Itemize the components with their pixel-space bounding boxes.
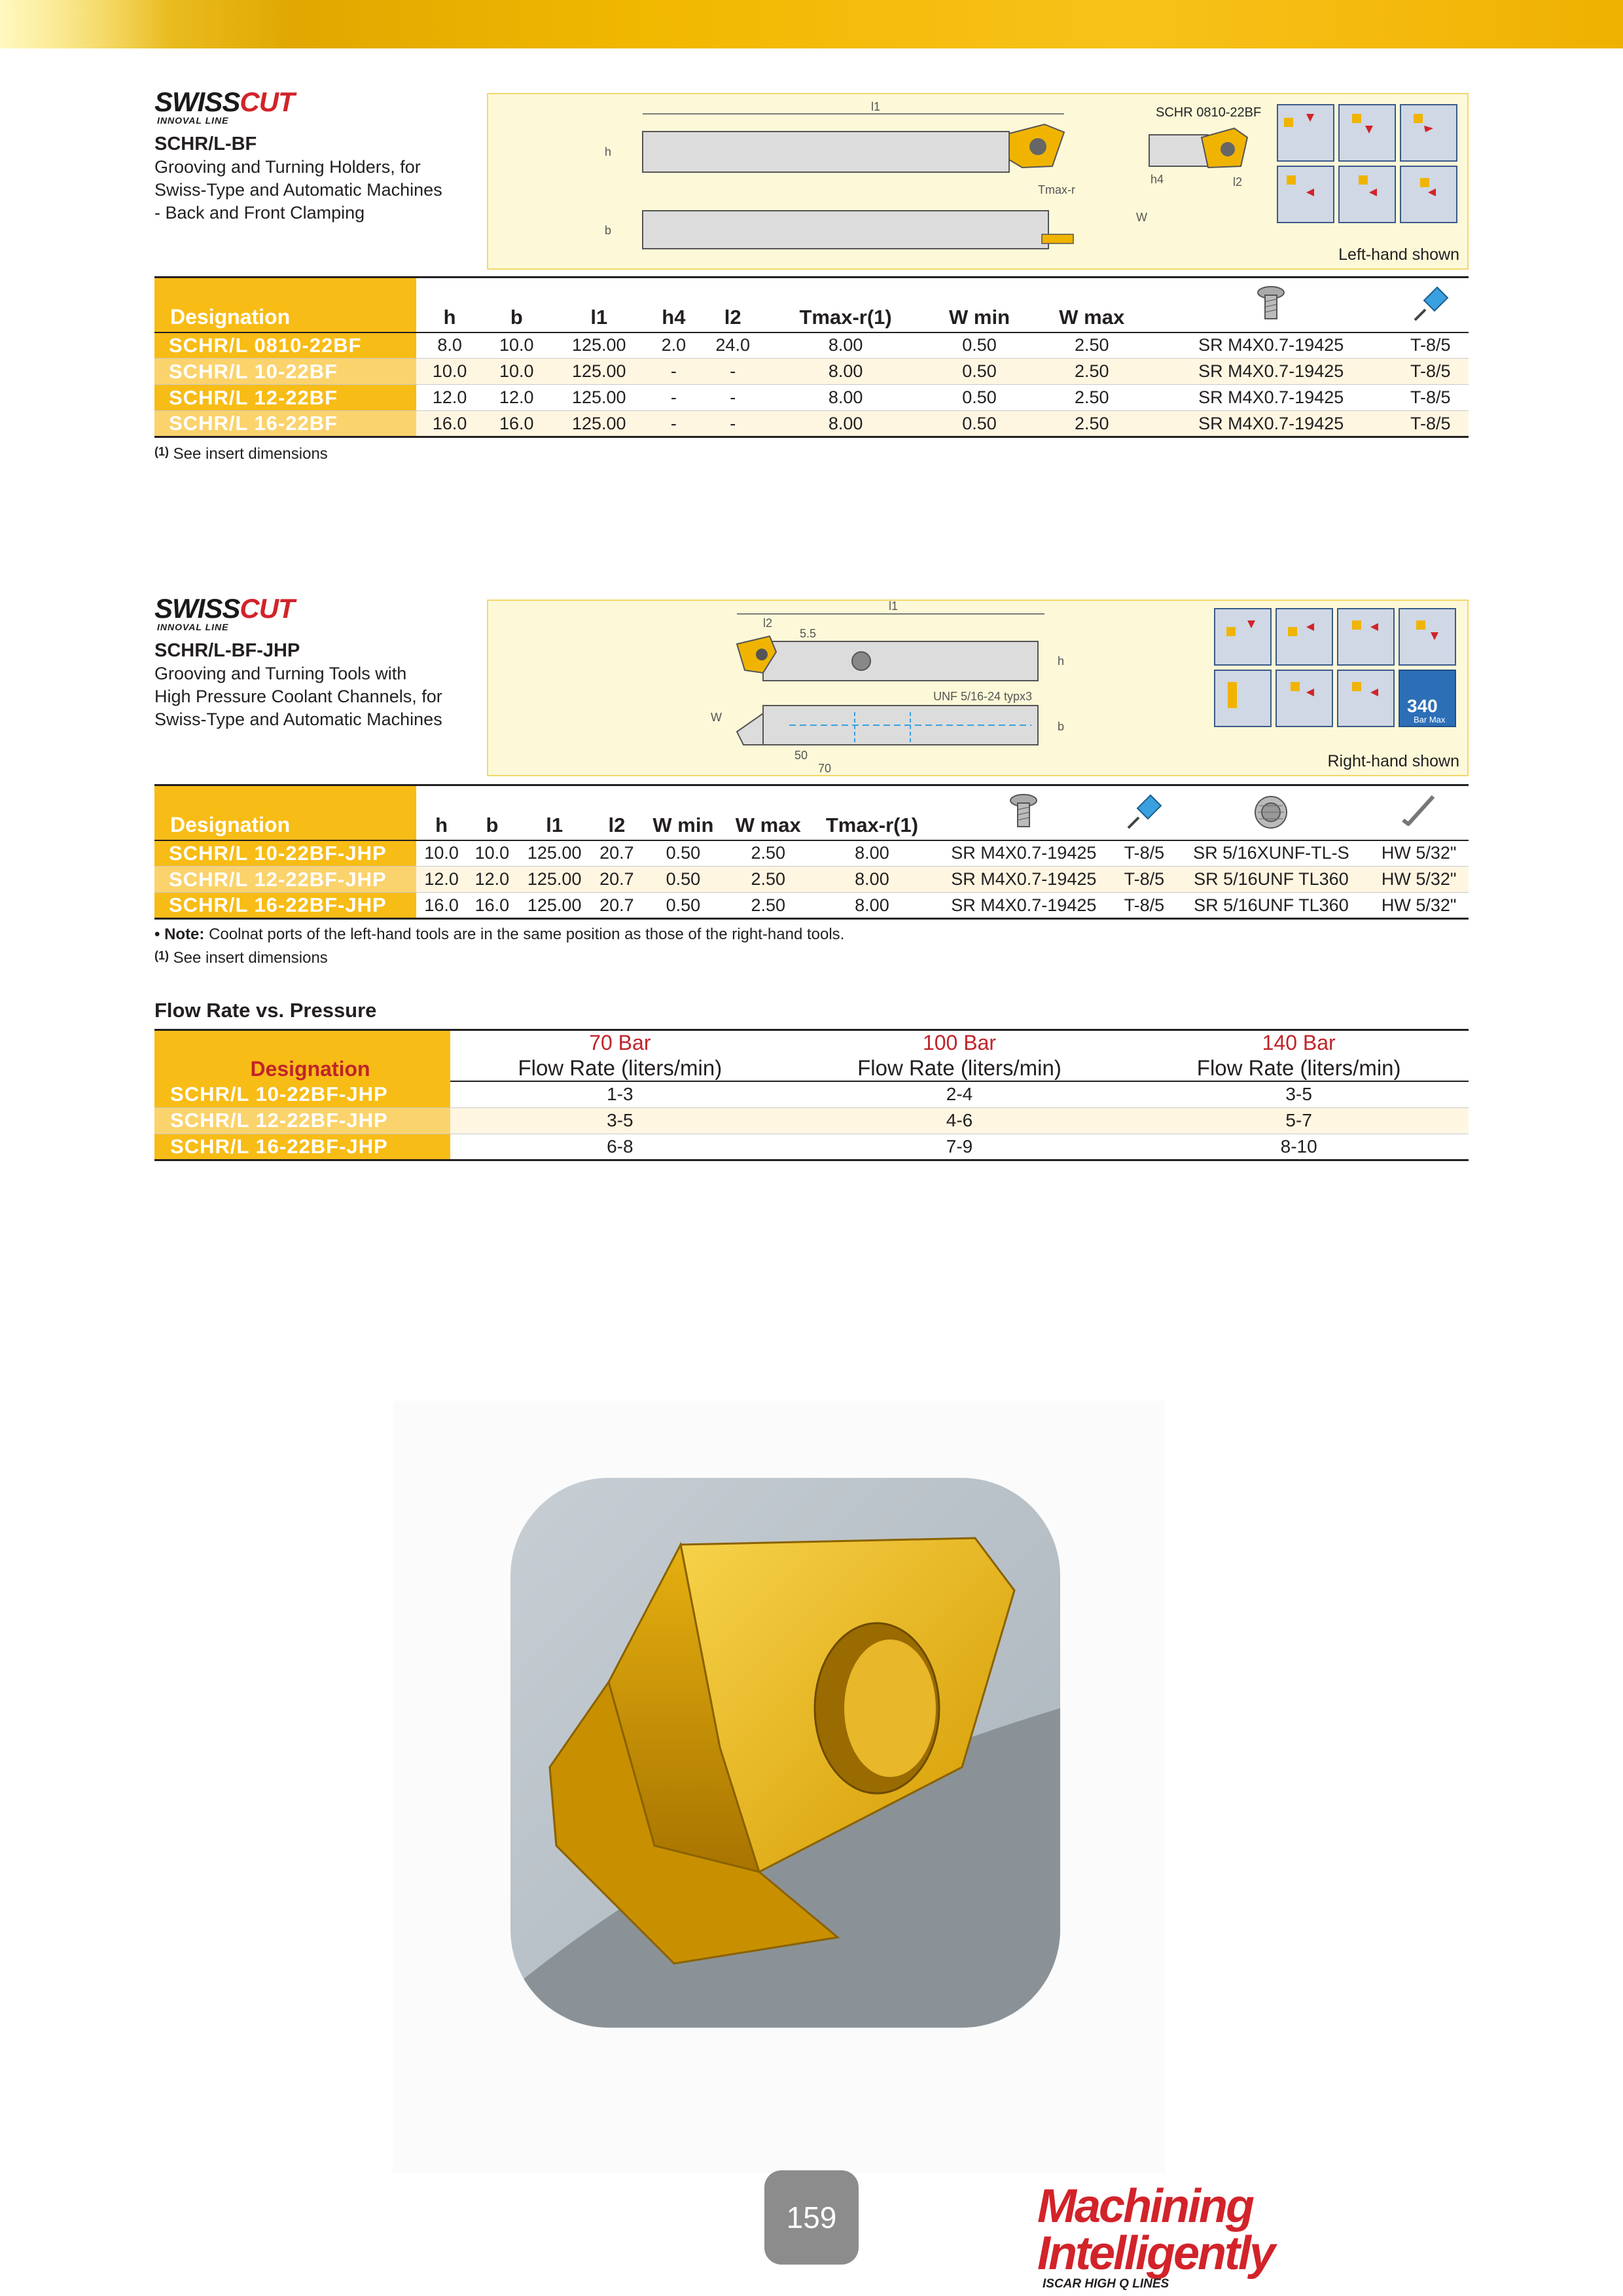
table-row bbox=[154, 359, 1469, 385]
table-cell: 24.0 bbox=[700, 332, 766, 359]
col-wmin-2: W min bbox=[642, 785, 724, 840]
table-cell: SR M4X0.7-19425 bbox=[932, 840, 1115, 867]
designation-cell: SCHR/L 12-22BF-JHP bbox=[154, 867, 416, 893]
table-cell: 125.00 bbox=[518, 867, 592, 893]
footnote: $^{(1)}$ See insert dimensions bbox=[154, 445, 328, 463]
col-wmax-2: W max bbox=[724, 785, 812, 840]
table-cell: 0.50 bbox=[642, 867, 724, 893]
spec-table-jhp bbox=[154, 784, 1469, 920]
section-title: SCHR/L-BF bbox=[154, 134, 257, 154]
table-cell: 8.00 bbox=[766, 385, 925, 411]
table-cell: 0.50 bbox=[925, 332, 1033, 359]
table-cell: 2-4 bbox=[790, 1081, 1130, 1107]
table-cell: 125.00 bbox=[550, 411, 648, 437]
table-cell: 0.50 bbox=[925, 385, 1033, 411]
col-wmax: W max bbox=[1034, 278, 1150, 332]
svg-text:340: 340 bbox=[1407, 696, 1438, 716]
table-cell: 3-5 bbox=[450, 1107, 790, 1134]
spec-table-bf bbox=[154, 276, 1469, 438]
svg-text:SCHR 0810-22BF: SCHR 0810-22BF bbox=[1156, 105, 1262, 120]
table-cell: 0.50 bbox=[642, 840, 724, 867]
table-cell: SR 5/16UNF TL360 bbox=[1173, 867, 1369, 893]
svg-text:Bar Max: Bar Max bbox=[1414, 715, 1446, 725]
table-cell: 0.50 bbox=[925, 359, 1033, 385]
table-cell: 2.50 bbox=[724, 840, 812, 867]
flow-label-70: Flow Rate (liters/min) bbox=[450, 1055, 790, 1081]
table-cell: 2.50 bbox=[1034, 359, 1150, 385]
svg-text:50: 50 bbox=[794, 749, 808, 762]
table-cell: - bbox=[648, 385, 699, 411]
flow-col-designation: Designation bbox=[154, 1030, 450, 1082]
swisscut-logo: SWISSCUT INNOVAL LINE bbox=[154, 86, 294, 126]
table-cell: 2.50 bbox=[724, 893, 812, 919]
svg-text:W: W bbox=[711, 711, 722, 724]
table-cell: HW 5/32" bbox=[1369, 840, 1469, 867]
svg-text:l2: l2 bbox=[763, 617, 773, 630]
table-cell: 2.50 bbox=[1034, 385, 1150, 411]
pressure-100: 100 Bar bbox=[922, 1031, 997, 1054]
table-cell: 10.0 bbox=[416, 359, 483, 385]
table-cell: 0.50 bbox=[642, 893, 724, 919]
svg-text:l2: l2 bbox=[1233, 175, 1243, 188]
designation-cell: SCHR/L 12-22BF-JHP bbox=[154, 1107, 450, 1134]
note: • Note: Coolnat ports of the left-hand tools are in the same position as those of the right-hand tools. bbox=[154, 925, 845, 943]
flow-label-100: Flow Rate (liters/min) bbox=[790, 1055, 1130, 1081]
table-cell: 8.0 bbox=[416, 332, 483, 359]
table-cell: 10.0 bbox=[416, 840, 467, 867]
table-cell: 16.0 bbox=[483, 411, 550, 437]
swisscut-logo-2: SWISSCUT INNOVAL LINE bbox=[154, 593, 294, 632]
col-b-2: b bbox=[467, 785, 517, 840]
table-cell: 20.7 bbox=[592, 893, 642, 919]
table-cell: 7-9 bbox=[790, 1134, 1130, 1160]
table-row bbox=[154, 1134, 1469, 1160]
designation-cell: SCHR/L 16-22BF-JHP bbox=[154, 1134, 450, 1160]
svg-text:h: h bbox=[605, 145, 612, 158]
diagram-caption-2: Right-hand shown bbox=[1327, 752, 1459, 770]
col-l1: l1 bbox=[550, 278, 648, 332]
table-cell: T-8/5 bbox=[1393, 332, 1469, 359]
table-cell: 2.50 bbox=[1034, 332, 1150, 359]
holder-drawing-2 bbox=[488, 601, 1470, 778]
svg-text:b: b bbox=[605, 224, 612, 237]
table-row bbox=[154, 893, 1469, 919]
table-cell: 125.00 bbox=[550, 332, 648, 359]
table-cell: 12.0 bbox=[483, 385, 550, 411]
table-cell: 2.0 bbox=[648, 332, 699, 359]
table-cell: SR M4X0.7-19425 bbox=[1150, 359, 1393, 385]
table-cell: 8.00 bbox=[812, 893, 932, 919]
table-cell: 125.00 bbox=[550, 359, 648, 385]
table-cell: 2.50 bbox=[724, 867, 812, 893]
table-cell: T-8/5 bbox=[1115, 867, 1173, 893]
table-cell: SR 5/16XUNF-TL-S bbox=[1173, 840, 1369, 867]
table-cell: T-8/5 bbox=[1115, 893, 1173, 919]
section-description: Grooving and Turning Holders, for Swiss-Type and Automatic Machines - Back and Front Clamping bbox=[154, 157, 442, 223]
svg-text:l1: l1 bbox=[889, 601, 899, 613]
table-cell: T-8/5 bbox=[1393, 411, 1469, 437]
table-cell: - bbox=[700, 359, 766, 385]
table-cell: 125.00 bbox=[550, 385, 648, 411]
table-cell: SR M4X0.7-19425 bbox=[1150, 411, 1393, 437]
page-number: 159 bbox=[764, 2170, 859, 2265]
holder-drawing bbox=[488, 94, 1470, 271]
pressure-140: 140 Bar bbox=[1262, 1031, 1336, 1054]
table-row bbox=[154, 385, 1469, 411]
table-cell: - bbox=[700, 385, 766, 411]
table-cell: HW 5/32" bbox=[1369, 867, 1469, 893]
screw-icon bbox=[1150, 278, 1393, 332]
designation-cell: SCHR/L 10-22BF-JHP bbox=[154, 1081, 450, 1107]
screw-icon bbox=[932, 785, 1115, 840]
svg-text:b: b bbox=[1058, 720, 1065, 733]
table-cell: SR M4X0.7-19425 bbox=[1150, 332, 1393, 359]
table-cell: 8.00 bbox=[766, 359, 925, 385]
plug-icon bbox=[1173, 785, 1369, 840]
insert-product-photo bbox=[393, 1401, 1165, 2173]
tool-diagram bbox=[487, 93, 1469, 270]
table-cell: - bbox=[700, 411, 766, 437]
svg-text:h4: h4 bbox=[1150, 173, 1164, 186]
table-cell: - bbox=[648, 411, 699, 437]
designation-cell: SCHR/L 10-22BF bbox=[154, 359, 416, 385]
table-cell: 16.0 bbox=[467, 893, 517, 919]
col-h4: h4 bbox=[648, 278, 699, 332]
table-cell: SR M4X0.7-19425 bbox=[932, 893, 1115, 919]
key-icon bbox=[1393, 278, 1469, 332]
designation-cell: SCHR/L 10-22BF-JHP bbox=[154, 840, 416, 867]
section-title-2: SCHR/L-BF-JHP bbox=[154, 640, 300, 661]
brand-tagline: Machining Intelligently ISCAR HIGH Q LINES bbox=[1037, 2180, 1274, 2291]
table-cell: 16.0 bbox=[416, 893, 467, 919]
table-cell: 0.50 bbox=[925, 411, 1033, 437]
flow-rate-table bbox=[154, 1029, 1469, 1161]
table-cell: T-8/5 bbox=[1115, 840, 1173, 867]
svg-text:5.5: 5.5 bbox=[800, 627, 817, 640]
col-designation-2: Designation bbox=[154, 785, 416, 840]
table-cell: 2.50 bbox=[1034, 411, 1150, 437]
table-cell: - bbox=[648, 359, 699, 385]
table-cell: 16.0 bbox=[416, 411, 483, 437]
svg-text:UNF 5/16-24 typx3: UNF 5/16-24 typx3 bbox=[933, 690, 1033, 703]
svg-text:W: W bbox=[1136, 211, 1147, 224]
hex-key-icon bbox=[1369, 785, 1469, 840]
designation-cell: SCHR/L 12-22BF bbox=[154, 385, 416, 411]
table-cell: 5-7 bbox=[1129, 1107, 1469, 1134]
table-cell: SR 5/16UNF TL360 bbox=[1173, 893, 1369, 919]
col-b: b bbox=[483, 278, 550, 332]
table-cell: HW 5/32" bbox=[1369, 893, 1469, 919]
table-cell: 20.7 bbox=[592, 867, 642, 893]
table-row bbox=[154, 840, 1469, 867]
col-l2: l2 bbox=[700, 278, 766, 332]
designation-cell: SCHR/L 16-22BF bbox=[154, 411, 416, 437]
table-cell: 1-3 bbox=[450, 1081, 790, 1107]
col-l2-2: l2 bbox=[592, 785, 642, 840]
col-tmax: Tmax-r(1) bbox=[766, 278, 925, 332]
table-cell: 8.00 bbox=[766, 332, 925, 359]
footnote-2: $^{(1)}$ See insert dimensions bbox=[154, 949, 328, 967]
flow-title: Flow Rate vs. Pressure bbox=[154, 999, 377, 1022]
table-cell: 8.00 bbox=[766, 411, 925, 437]
top-gold-band bbox=[0, 0, 1623, 48]
table-row bbox=[154, 1081, 1469, 1107]
col-l1-2: l1 bbox=[518, 785, 592, 840]
col-h: h bbox=[416, 278, 483, 332]
table-cell: T-8/5 bbox=[1393, 359, 1469, 385]
table-cell: SR M4X0.7-19425 bbox=[1150, 385, 1393, 411]
tool-diagram-2 bbox=[487, 600, 1469, 776]
table-cell: 8.00 bbox=[812, 840, 932, 867]
table-cell: 12.0 bbox=[416, 385, 483, 411]
table-row bbox=[154, 411, 1469, 437]
table-cell: 12.0 bbox=[467, 867, 517, 893]
col-h-2: h bbox=[416, 785, 467, 840]
table-row bbox=[154, 867, 1469, 893]
table-cell: 8-10 bbox=[1129, 1134, 1469, 1160]
table-row bbox=[154, 332, 1469, 359]
table-row bbox=[154, 1107, 1469, 1134]
designation-cell: SCHR/L 0810-22BF bbox=[154, 332, 416, 359]
pressure-70: 70 Bar bbox=[589, 1031, 651, 1054]
col-wmin: W min bbox=[925, 278, 1033, 332]
col-tmax-2: Tmax-r(1) bbox=[812, 785, 932, 840]
table-cell: 125.00 bbox=[518, 840, 592, 867]
table-cell: 10.0 bbox=[483, 359, 550, 385]
svg-text:h: h bbox=[1058, 655, 1065, 668]
diagram-caption: Left-hand shown bbox=[1338, 245, 1459, 264]
section-description-2: Grooving and Turning Tools with High Pressure Coolant Channels, for Swiss-Type and Automatic Machines bbox=[154, 664, 442, 729]
flow-label-140: Flow Rate (liters/min) bbox=[1129, 1055, 1469, 1081]
table-cell: 10.0 bbox=[483, 332, 550, 359]
table-cell: T-8/5 bbox=[1393, 385, 1469, 411]
table-cell: 10.0 bbox=[467, 840, 517, 867]
designation-cell: SCHR/L 16-22BF-JHP bbox=[154, 893, 416, 919]
svg-text:70: 70 bbox=[818, 762, 832, 775]
table-cell: 6-8 bbox=[450, 1134, 790, 1160]
table-cell: 20.7 bbox=[592, 840, 642, 867]
table-cell: 3-5 bbox=[1129, 1081, 1469, 1107]
table-cell: 4-6 bbox=[790, 1107, 1130, 1134]
col-designation: Designation bbox=[154, 278, 416, 332]
key-icon bbox=[1115, 785, 1173, 840]
table-cell: 125.00 bbox=[518, 893, 592, 919]
table-cell: 12.0 bbox=[416, 867, 467, 893]
table-cell: SR M4X0.7-19425 bbox=[932, 867, 1115, 893]
svg-text:Tmax-r: Tmax-r bbox=[1038, 183, 1075, 196]
svg-text:l1: l1 bbox=[871, 100, 881, 113]
table-cell: 8.00 bbox=[812, 867, 932, 893]
